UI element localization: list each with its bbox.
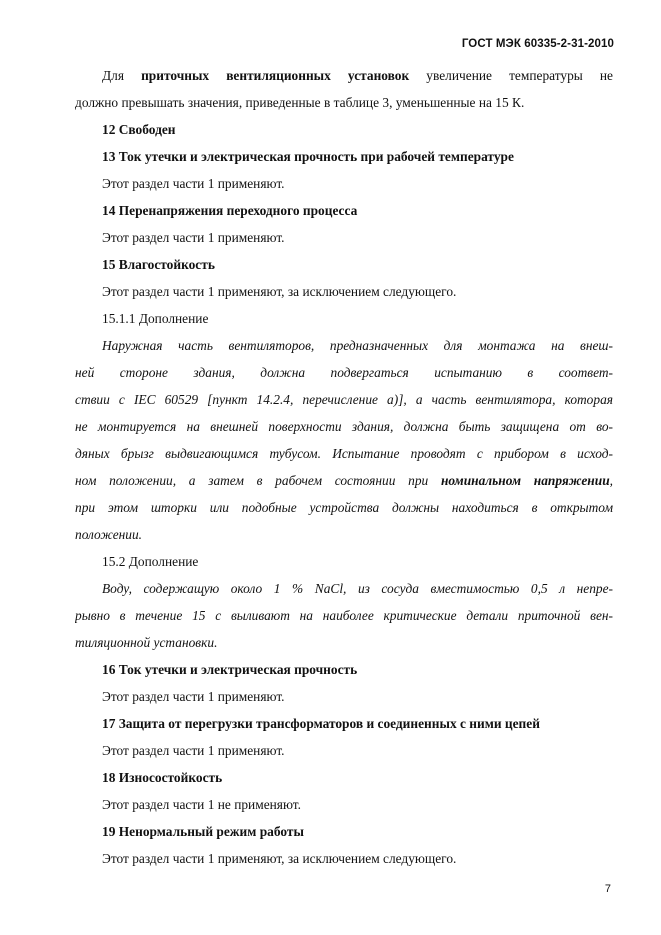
text-line [75,818,613,845]
text-line [75,359,613,386]
text-run: Этот раздел части 1 применяют. [102,743,285,758]
text-line [75,332,613,359]
text-line [75,602,613,629]
text-line [75,197,613,224]
text-run: 19 Ненормальный режим работы [102,824,304,839]
text-run: 15.1.1 Дополнение [102,311,209,326]
text-run: Этот раздел части 1 применяют, за исключением следующего. [102,851,457,866]
text-line [75,683,613,710]
text-line [75,224,613,251]
text-line [75,494,613,521]
text-run: дяных брызг выдвигающимся тубусом. Испытание проводят с прибором в исход- [75,446,613,461]
text-line [75,467,613,494]
text-line [75,440,613,467]
text-run: тиляционной установки. [75,635,218,650]
text-run: Этот раздел части 1 применяют. [102,689,285,704]
text-run: Этот раздел части 1 применяют. [102,230,285,245]
text-run: ствии с IEC 60529 [пункт 14.2.4, перечисление а)], а часть вентилятора, которая [75,392,613,407]
text-run: 14 Перенапряжения переходного процесса [102,203,358,218]
text-line [75,251,613,278]
text-line [75,305,613,332]
text-run: ном положении, а затем в рабочем состоянии при [75,473,441,488]
text-run: рывно в течение 15 с выливают на наиболее критические детали приточной вен- [75,608,613,623]
text-run: Для [102,68,142,83]
text-line [75,710,613,737]
text-line [75,143,613,170]
text-line [75,170,613,197]
text-run: должно превышать значения, приведенные в таблице 3, уменьшенные на 15 К. [75,95,525,110]
text-run: Наружная часть вентиляторов, предназначенных для монтажа на внеш- [102,338,613,353]
text-line [75,845,613,872]
text-line [75,656,613,683]
text-run: приточных вентиляционных установок [141,68,410,83]
text-run: Воду, содержащую около 1 % NaCl, из сосуда вместимостью 0,5 л непре- [102,581,613,596]
text-run: ней стороне здания, должна подвергаться испытанию в соответ- [75,365,613,380]
document-body [75,62,613,872]
text-run: 18 Износостойкость [102,770,223,785]
text-line [75,575,613,602]
text-line [75,89,613,116]
text-line [75,764,613,791]
text-line [75,116,613,143]
text-run: номинальном напряжении [440,473,610,488]
text-line [75,548,613,575]
text-line [75,278,613,305]
text-run: , [609,473,613,488]
text-run: при этом шторки или подобные устройства должны находиться в открытом [75,500,613,515]
text-run: 16 Ток утечки и электрическая прочность [102,662,358,677]
text-run: Этот раздел части 1 применяют, за исключением следующего. [102,284,457,299]
text-run: 17 Защита от перегрузки трансформаторов и соединенных с ними цепей [102,716,540,731]
text-run: 15.2 Дополнение [102,554,199,569]
text-line [75,413,613,440]
page-number: 7 [604,883,611,895]
text-line [75,629,613,656]
text-line [75,386,613,413]
text-run: 15 Влагостойкость [102,257,215,272]
text-run: Этот раздел части 1 не применяют. [102,797,301,812]
text-line [75,737,613,764]
text-line [75,62,613,89]
text-run: Этот раздел части 1 применяют. [102,176,285,191]
text-run: не монтируется на внешней поверхности здания, должна быть защищена от во- [75,419,613,434]
text-line [75,521,613,548]
text-run: увеличение температуры не [409,68,613,83]
text-run: 13 Ток утечки и электрическая прочность при рабочей температуре [102,149,514,164]
text-run: 12 Свободен [102,122,176,137]
text-line [75,791,613,818]
document-header: ГОСТ МЭК 60335-2-31-2010 [461,38,614,50]
text-run: положении. [75,527,143,542]
